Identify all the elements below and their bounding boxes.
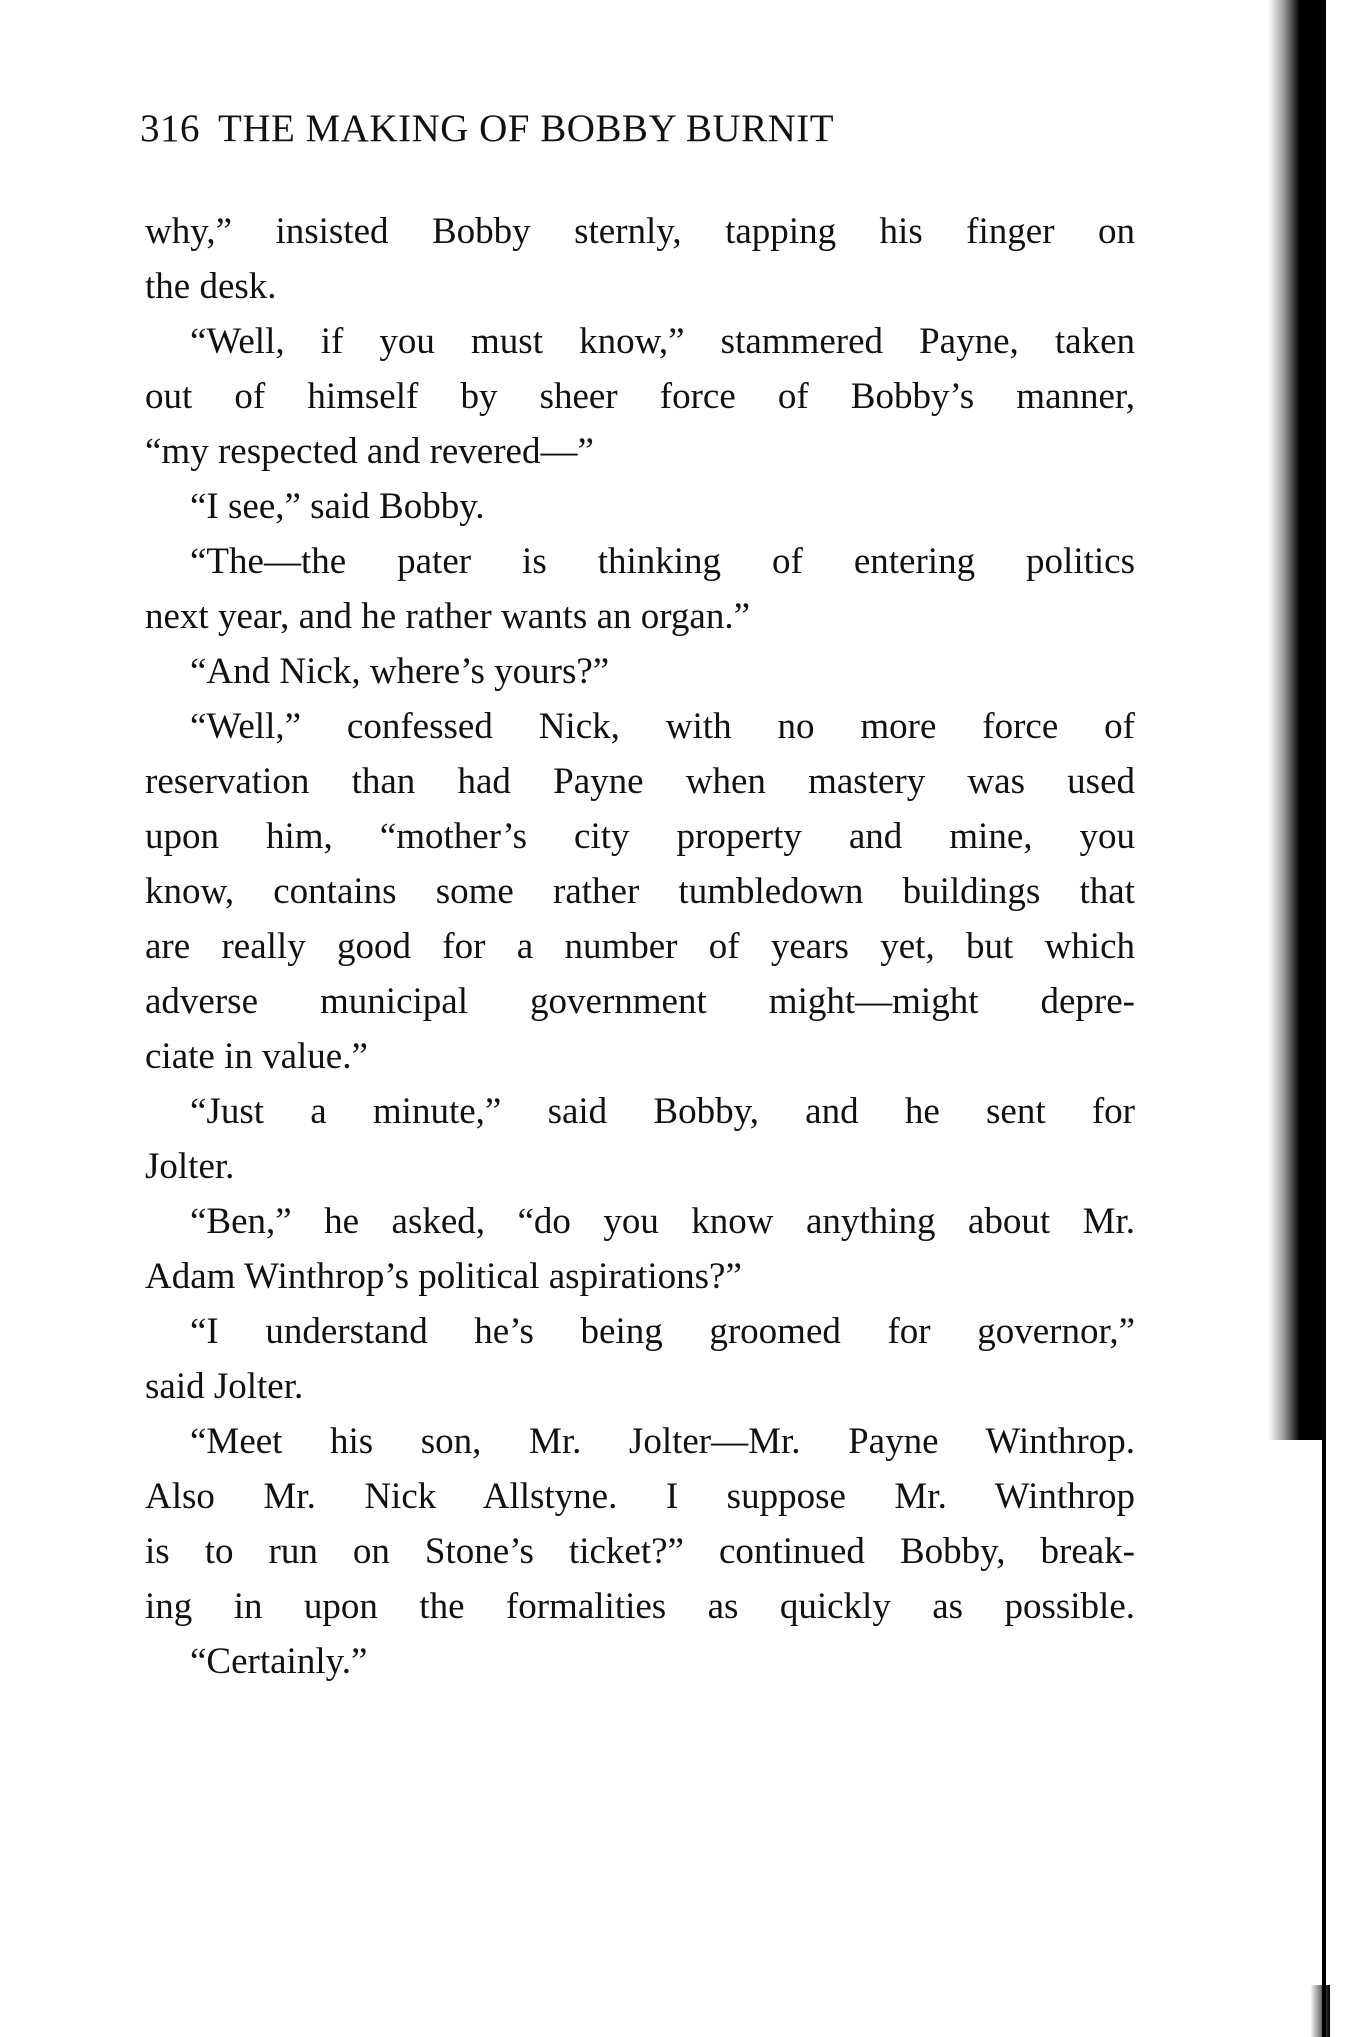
running-title: THE MAKING OF BOBBY BURNIT <box>218 107 835 150</box>
text-line: “Well, if you must know,” stammered Payne, taken <box>190 321 1135 362</box>
text-line: reservation than had Payne when mastery was used <box>145 761 1135 802</box>
text-line: next year, and he rather wants an organ.” <box>145 596 750 637</box>
page-corner-shadow <box>1310 1985 1330 2037</box>
text-line: “my respected and revered—” <box>145 431 594 472</box>
text-line: “Just a minute,” said Bobby, and he sent for <box>190 1091 1135 1132</box>
text-line: adverse municipal government might—might depre- <box>145 981 1135 1022</box>
text-line: “Ben,” he asked, “do you know anything about Mr. <box>190 1201 1135 1242</box>
text-line: Adam Winthrop’s political aspirations?” <box>145 1256 742 1297</box>
page-edge-line <box>1322 1430 1326 2037</box>
text-line: why,” insisted Bobby sternly, tapping his finger on <box>145 211 1135 252</box>
page-body-text <box>145 204 1135 1689</box>
text-line: the desk. <box>145 266 277 307</box>
text-line: “Certainly.” <box>190 1641 368 1682</box>
text-line: ing in upon the formalities as quickly as possible. <box>145 1586 1135 1627</box>
text-line: said Jolter. <box>145 1366 304 1407</box>
text-line: Jolter. <box>145 1146 235 1187</box>
running-header <box>140 106 834 151</box>
text-line: out of himself by sheer force of Bobby’s manner, <box>145 376 1135 417</box>
text-line: upon him, “mother’s city property and mine, you <box>145 816 1135 857</box>
page-binding-shadow <box>1268 0 1326 1440</box>
page-number: 316 <box>140 107 200 150</box>
text-line: Also Mr. Nick Allstyne. I suppose Mr. Winthrop <box>145 1476 1135 1517</box>
text-line: ciate in value.” <box>145 1036 368 1077</box>
text-line: “Meet his son, Mr. Jolter—Mr. Payne Winthrop. <box>190 1421 1135 1462</box>
text-line: “Well,” confessed Nick, with no more force of <box>190 706 1135 747</box>
text-line: are really good for a number of years yet, but which <box>145 926 1135 967</box>
text-line: “And Nick, where’s yours?” <box>190 651 610 692</box>
text-line: is to run on Stone’s ticket?” continued Bobby, break- <box>145 1531 1135 1572</box>
text-line: “I see,” said Bobby. <box>190 486 485 527</box>
text-line: “I understand he’s being groomed for governor,” <box>190 1311 1135 1352</box>
text-line: know, contains some rather tumbledown buildings that <box>145 871 1135 912</box>
text-line: “The—the pater is thinking of entering politics <box>190 541 1135 582</box>
